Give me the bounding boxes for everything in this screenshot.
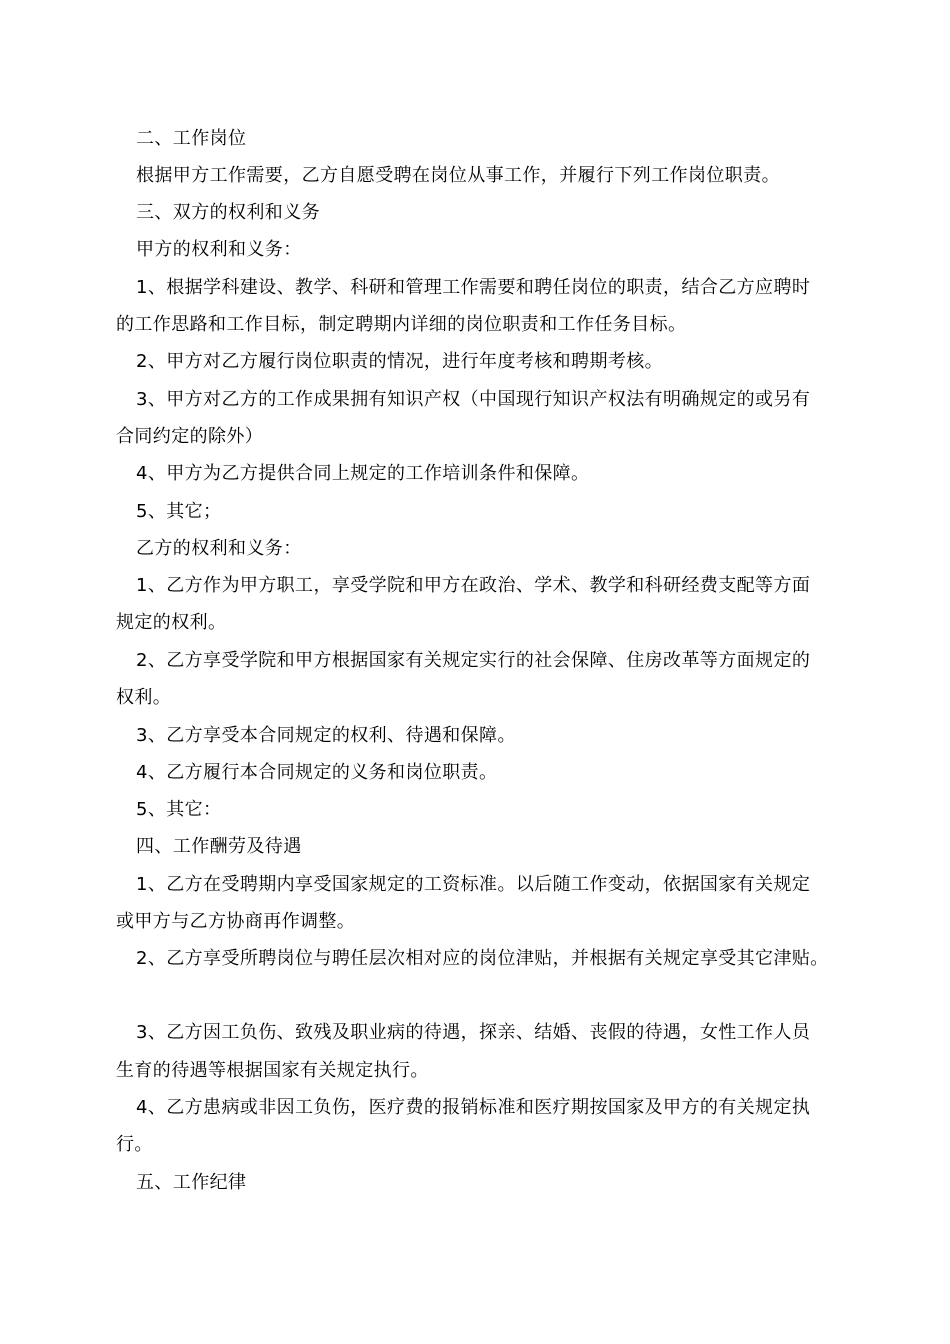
list-item-continuation: 行。 xyxy=(116,1134,153,1155)
list-item: 1、乙方在受聘期内享受国家规定的工资标准。以后随工作变动，依据国家有关规定 xyxy=(136,874,811,895)
list-item: 1、根据学科建设、教学、科研和管理工作需要和聘任岗位的职责，结合乙方应聘时 xyxy=(136,277,811,298)
list-item: 1、乙方作为甲方职工，享受学院和甲方在政治、学术、教学和科研经费支配等方面 xyxy=(136,575,811,596)
list-item: 2、乙方享受学院和甲方根据国家有关规定实行的社会保障、住房改革等方面规定的 xyxy=(136,650,811,671)
list-item: 4、甲方为乙方提供合同上规定的工作培训条件和保障。 xyxy=(136,463,590,484)
list-item-continuation: 权利。 xyxy=(116,687,172,708)
list-item: 5、其它； xyxy=(136,501,222,522)
list-item: 2、乙方享受所聘岗位与聘任层次相对应的岗位津贴，并根据有关规定享受其它津贴。 xyxy=(136,948,829,969)
section-heading-4: 四、工作酬劳及待遇 xyxy=(136,836,302,857)
list-item: 2、甲方对乙方履行岗位职责的情况，进行年度考核和聘期考核。 xyxy=(136,351,664,372)
list-item-continuation: 规定的权利。 xyxy=(116,612,227,633)
list-item: 4、乙方患病或非因工负伤，医疗费的报销标准和医疗期按国家及甲方的有关规定执 xyxy=(136,1097,811,1118)
subheading-party-b: 乙方的权利和义务： xyxy=(136,538,302,559)
list-item-continuation: 生育的待遇等根据国家有关规定执行。 xyxy=(116,1060,429,1081)
list-item: 4、乙方履行本合同规定的义务和岗位职责。 xyxy=(136,762,498,783)
section-heading-2: 二、工作岗位 xyxy=(136,128,247,149)
list-item-continuation: 的工作思路和工作目标，制定聘期内详细的岗位职责和工作任务目标。 xyxy=(116,314,687,335)
list-item: 5、其它： xyxy=(136,799,222,820)
list-item: 3、乙方享受本合同规定的权利、待遇和保障。 xyxy=(136,725,516,746)
section-heading-5: 五、工作纪律 xyxy=(136,1172,247,1193)
list-item: 3、甲方对乙方的工作成果拥有知识产权（中国现行知识产权法有明确规定的或另有 xyxy=(136,389,811,410)
paragraph: 根据甲方工作需要，乙方自愿受聘在岗位从事工作，并履行下列工作岗位职责。 xyxy=(136,165,780,186)
subheading-party-a: 甲方的权利和义务： xyxy=(136,239,302,260)
list-item: 3、乙方因工负伤、致残及职业病的待遇，探亲、结婚、丧假的待遇，女性工作人员 xyxy=(136,1022,811,1043)
list-item-continuation: 合同约定的除外） xyxy=(116,426,264,447)
section-heading-3: 三、双方的权利和义务 xyxy=(136,202,320,223)
list-item-continuation: 或甲方与乙方协商再作调整。 xyxy=(116,911,356,932)
